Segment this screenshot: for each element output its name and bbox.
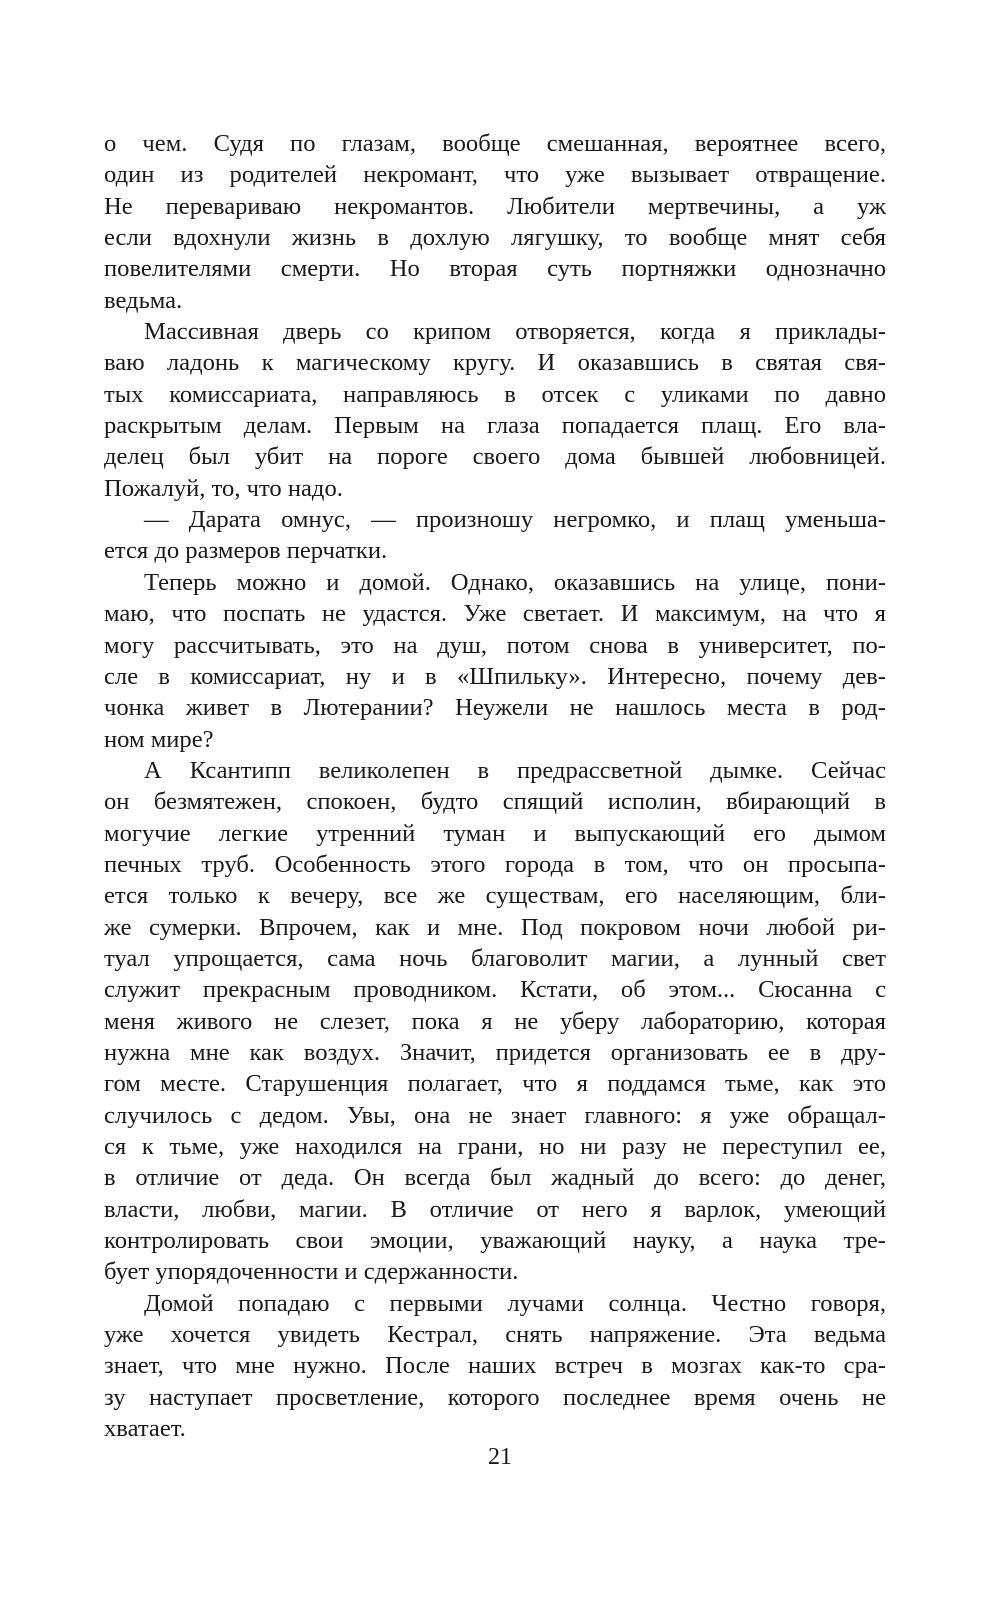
text-line: маю, что поспать не удастся. Уже светает. И максимум, на что я bbox=[104, 600, 886, 628]
body-text bbox=[104, 128, 886, 1444]
text-line: гом месте. Старушенция полагает, что я поддамся тьме, как это bbox=[104, 1070, 886, 1098]
text-line: уже хочется увидеть Кестрал, снять напряжение. Эта ведьма bbox=[104, 1321, 886, 1349]
text-line: печных труб. Особенность этого города в том, что он просыпа- bbox=[104, 850, 886, 878]
text-line: один из родителей некромант, что уже вызывает отвращение. bbox=[104, 161, 886, 189]
text-line: Теперь можно и домой. Однако, оказавшись на улице, пони- bbox=[144, 568, 886, 596]
text-line: тых комиссариата, направляюсь в отсек с уликами по давно bbox=[104, 380, 886, 408]
text-line: туал упрощается, сама ночь благоволит магии, а лунный свет bbox=[104, 944, 886, 972]
text-line: — Дарата омнус, — произношу негромко, и плащ уменьша- bbox=[144, 506, 886, 534]
text-line: хватает. bbox=[104, 1415, 186, 1443]
text-line: чонка живет в Лютерании? Неужели не нашлось места в род- bbox=[104, 694, 886, 722]
text-line: он безмятежен, спокоен, будто спящий исполин, вбирающий в bbox=[104, 788, 886, 816]
text-line: в отличие от деда. Он всегда был жадный до всего: до денег, bbox=[104, 1164, 886, 1192]
text-line: о чем. Судя по глазам, вообще смешанная, вероятнее всего, bbox=[104, 130, 886, 157]
text-line: если вдохнули жизнь в дохлую лягушку, то вообще мнят себя bbox=[104, 224, 886, 252]
text-line: же сумерки. Впрочем, как и мне. Под покровом ночи любой ри- bbox=[104, 913, 886, 941]
text-line: делец был убит на пороге своего дома бывшей любовницей. bbox=[104, 443, 886, 471]
text-line: служит прекрасным проводником. Кстати, об этом... Сюсанна с bbox=[104, 976, 886, 1004]
text-line: могу рассчитывать, это на душ, потом снова в университет, по- bbox=[104, 631, 886, 659]
text-line: ется до размеров перчатки. bbox=[104, 537, 388, 565]
text-line: могучие легкие утренний туман и выпускающий его дымом bbox=[104, 819, 886, 847]
text-line: меня живого не слезет, пока я не уберу лабораторию, которая bbox=[104, 1007, 886, 1035]
text-line: зу наступает просветление, которого последнее время очень не bbox=[104, 1383, 886, 1411]
text-line: случилось с дедом. Увы, она не знает главного: я уже обращал- bbox=[104, 1101, 886, 1129]
text-line: сле в комиссариат, ну и в «Шпильку». Интересно, почему дев- bbox=[104, 662, 886, 690]
text-line: бует упорядоченности и сдержанности. bbox=[104, 1258, 519, 1286]
page-number: 21 bbox=[488, 1444, 512, 1470]
text-line: ведьма. bbox=[104, 286, 183, 314]
text-line: А Ксантипп великолепен в предрассветной дымке. Сейчас bbox=[144, 756, 886, 784]
text-line: власти, любви, магии. В отличие от него я варлок, умеющий bbox=[104, 1195, 886, 1223]
text-line: ется только к вечеру, все же существам, его населяющим, бли- bbox=[104, 882, 886, 910]
text-line: контролировать свои эмоции, уважающий науку, а наука тре- bbox=[104, 1227, 886, 1255]
text-line: Массивная дверь со крипом отворяется, когда я приклады- bbox=[144, 318, 886, 346]
text-line: раскрытым делам. Первым на глаза попадается плащ. Его вла- bbox=[104, 412, 886, 440]
text-line: Пожалуй, то, что надо. bbox=[104, 474, 343, 502]
text-line: ном мире? bbox=[104, 725, 214, 753]
text-line: повелителями смерти. Но вторая суть портняжки однозначно bbox=[104, 255, 886, 283]
text-line: ваю ладонь к магическому кругу. И оказавшись в святая свя- bbox=[104, 349, 886, 377]
text-line: Домой попадаю с первыми лучами солнца. Честно говоря, bbox=[144, 1289, 886, 1317]
text-line: ся к тьме, уже находился на грани, но ни разу не переступил ее, bbox=[104, 1133, 886, 1160]
text-line: нужна мне как воздух. Значит, придется организовать ее в дру- bbox=[104, 1038, 886, 1066]
text-line: Не перевариваю некромантов. Любители мертвечины, а уж bbox=[104, 192, 886, 220]
text-line: знает, что мне нужно. После наших встреч в мозгах как-то сра- bbox=[104, 1352, 886, 1380]
